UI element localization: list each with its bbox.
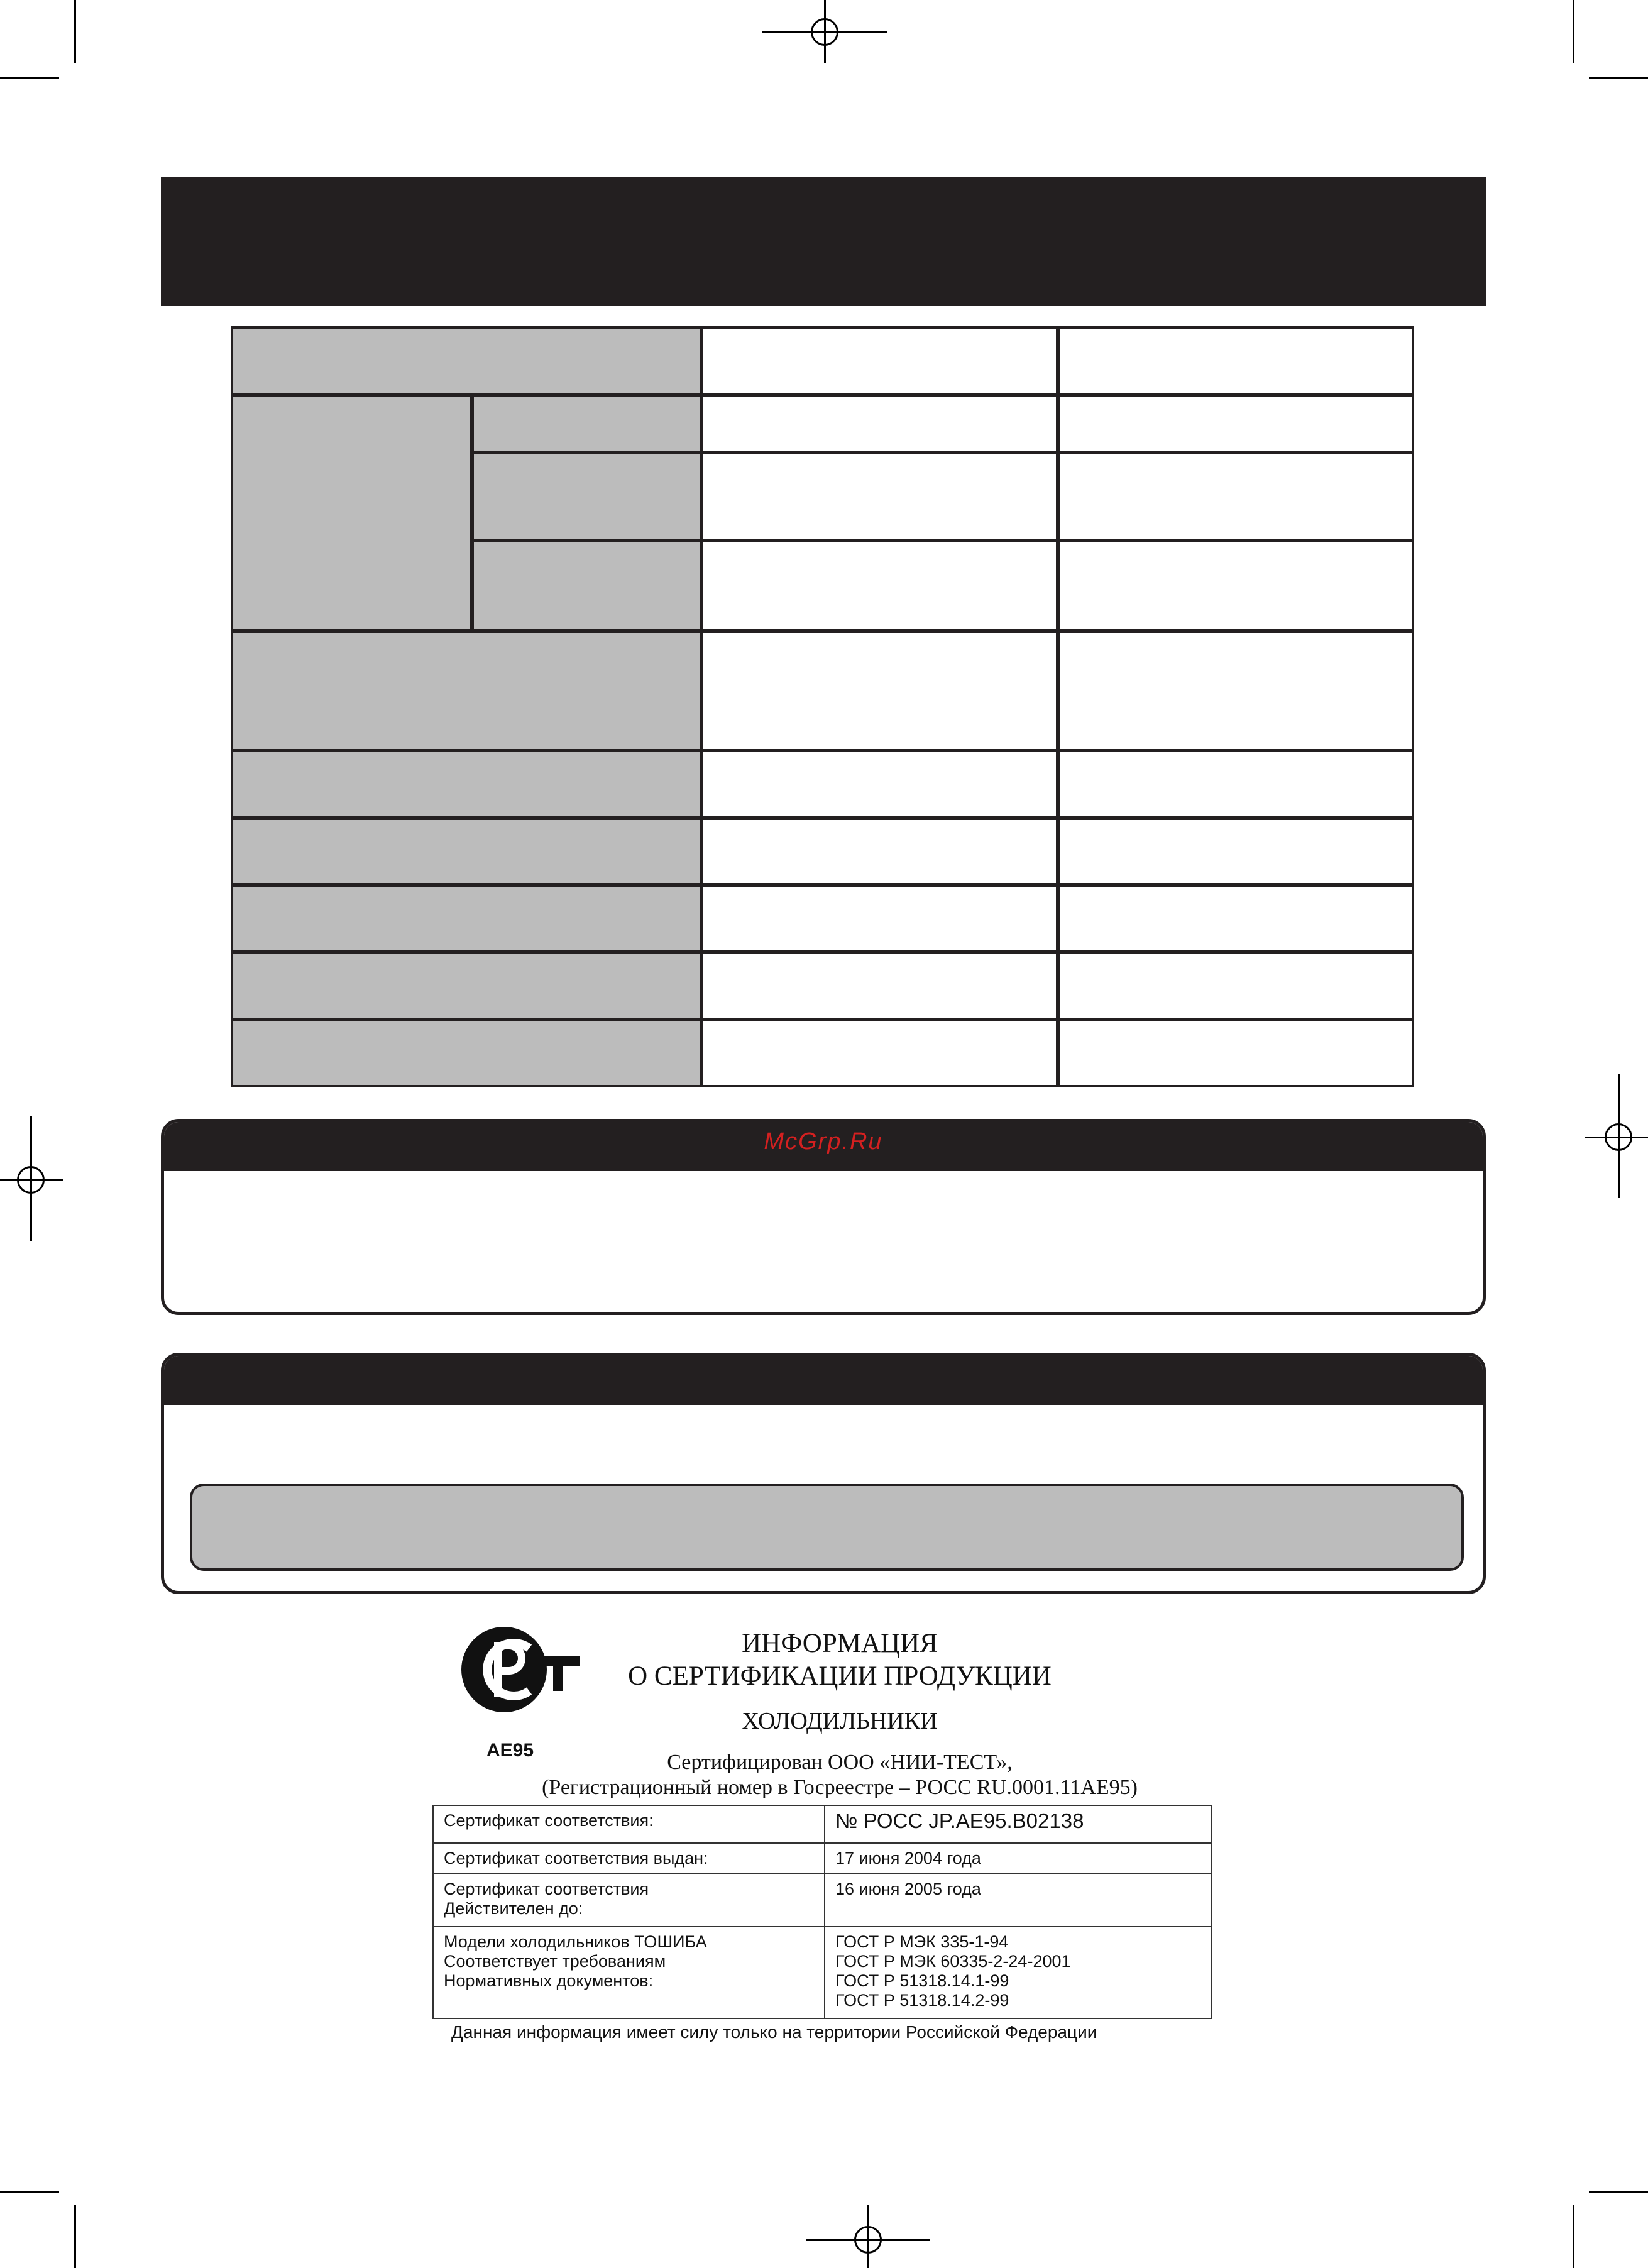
certification-title-line1: ИНФОРМАЦИЯ — [742, 1629, 938, 1658]
spec-value-cell — [701, 630, 1058, 751]
spec-value-cell — [1057, 952, 1414, 1020]
registration-mark-right — [1605, 1123, 1632, 1151]
registration-number: (Регистрационный номер в Госреестре – РОСС RU.0001.11АЕ95) — [542, 1776, 1138, 1799]
spec-value-cell — [701, 952, 1058, 1020]
cert-label-line: Модели холодильников ТОШИБА — [444, 1932, 707, 1951]
certification-title-line2: О СЕРТИФИКАЦИИ ПРОДУКЦИИ — [628, 1661, 1052, 1691]
spec-table — [232, 328, 1414, 1087]
spec-label-cell — [231, 630, 702, 751]
certificate-table — [432, 1805, 1212, 2019]
table-row — [433, 1927, 1211, 2018]
spec-label-cell — [231, 326, 702, 395]
registration-mark-bottom — [854, 2226, 882, 2254]
issue-date: 17 июня 2004 года — [835, 1849, 981, 1868]
cert-label-cell — [433, 1843, 825, 1874]
cert-value-cell — [825, 1927, 1211, 2018]
spec-value-cell — [701, 884, 1058, 953]
spec-value-cell — [1057, 326, 1414, 395]
spec-label-cell — [231, 884, 702, 953]
spec-value-cell — [1057, 817, 1414, 886]
cert-value-cell — [825, 1843, 1211, 1874]
spec-value-cell — [701, 326, 1058, 395]
cert-value-cell — [825, 1874, 1211, 1927]
cert-label-line: Действителен до: — [444, 1899, 583, 1918]
product-name: ХОЛОДИЛЬНИКИ — [742, 1708, 938, 1734]
spec-value-cell — [1057, 884, 1414, 953]
info-panel-1-header — [164, 1122, 1483, 1171]
spec-label-cell — [231, 1019, 702, 1087]
spec-value-cell — [1057, 540, 1414, 632]
spec-value-cell — [1057, 394, 1414, 453]
cert-label-line: Сертификат соответствия — [444, 1880, 649, 1898]
spec-sublabel-cell — [471, 452, 702, 541]
logo-code: AE95 — [486, 1740, 534, 1761]
cert-label-line: Сертификат соответствия выдан: — [444, 1849, 708, 1868]
spec-group-cell — [231, 394, 473, 632]
header-bar — [161, 177, 1486, 306]
table-row — [433, 1843, 1211, 1874]
spec-value-cell — [1057, 630, 1414, 751]
spec-value-cell — [1057, 1019, 1414, 1087]
spec-value-cell — [701, 817, 1058, 886]
certificate-number: № РОСС JP.AE95.B02138 — [835, 1809, 1084, 1832]
standard-item: ГОСТ Р 51318.14.1-99 — [835, 1971, 1009, 1990]
spec-value-cell — [701, 394, 1058, 453]
registration-mark-left — [17, 1166, 45, 1194]
spec-value-cell — [701, 452, 1058, 541]
info-panel-2-header — [164, 1356, 1483, 1405]
watermark: McGrp.Ru — [764, 1128, 883, 1155]
cert-label-cell — [433, 1805, 825, 1843]
notice-box — [190, 1484, 1464, 1571]
validity-footnote: Данная информация имеет силу только на территории Российской Федерации — [451, 2022, 1097, 2042]
table-row — [433, 1805, 1211, 1843]
info-panel-2 — [161, 1353, 1486, 1594]
valid-until-date: 16 июня 2005 года — [835, 1880, 981, 1898]
cert-label-cell — [433, 1927, 825, 2018]
standard-item: ГОСТ Р МЭК 60335-2-24-2001 — [835, 1952, 1071, 1971]
cert-value-cell — [825, 1805, 1211, 1843]
table-row — [433, 1874, 1211, 1927]
spec-value-cell — [701, 750, 1058, 818]
spec-sublabel-cell — [471, 540, 702, 632]
cert-label-line: Соответствует требованиям — [444, 1952, 666, 1971]
registration-mark-top — [811, 18, 838, 46]
spec-label-cell — [231, 817, 702, 886]
spec-label-cell — [231, 750, 702, 818]
spec-value-cell — [1057, 750, 1414, 818]
spec-value-cell — [701, 1019, 1058, 1087]
spec-label-cell — [231, 952, 702, 1020]
standard-item: ГОСТ Р 51318.14.2-99 — [835, 1991, 1009, 2010]
info-panel-1 — [161, 1119, 1486, 1315]
spec-value-cell — [701, 540, 1058, 632]
cert-label-cell — [433, 1874, 825, 1927]
certified-by: Сертифицирован ООО «НИИ-ТЕСТ», — [667, 1751, 1013, 1774]
standard-item: ГОСТ Р МЭК 335-1-94 — [835, 1932, 1009, 1951]
cert-label-line: Нормативных документов: — [444, 1971, 654, 1990]
cert-label-line: Сертификат соответствия: — [444, 1811, 654, 1830]
spec-sublabel-cell — [471, 394, 702, 453]
spec-value-cell — [1057, 452, 1414, 541]
